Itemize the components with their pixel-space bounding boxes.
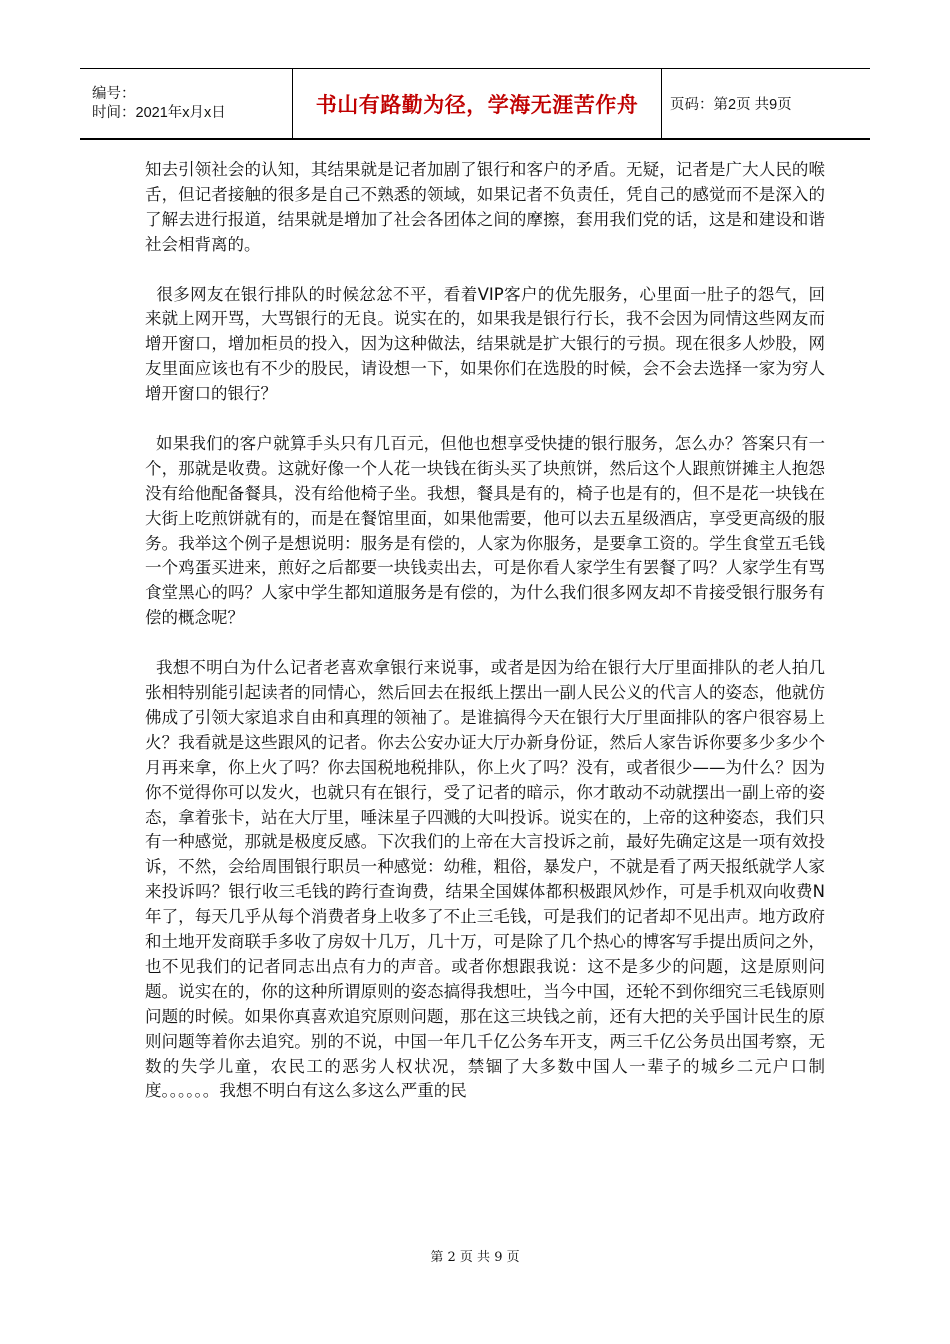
header-table (80, 68, 870, 140)
page-header (80, 68, 870, 140)
body-paragraph-2: 很多网友在银行排队的时候忿忿不平，看着VIP客户的优先服务，心里面一肚子的怨气，回来就上网开骂，大骂银行的无良。说实在的，如果我是银行行长，我不会因为同情这些网友而增开窗口，增加柜员的投入，因为这种做法，结果就是扩大银行的亏损。现在很多人炒股，网友里面应该也有不少的股民，请设想一下，如果你们在选股的时候，会不会去选择一家为穷人增开窗口的银行？ (145, 284, 825, 404)
header-motto: 书山有路勤为径，学海无涯苦作舟 (293, 69, 662, 140)
document-time-label: 时间：2021年x月x日 (92, 104, 226, 121)
page-footer: 第 2 页 共 9 页 (430, 1250, 520, 1265)
header-meta (80, 69, 293, 140)
header-page-info: 页码：第2页 共9页 (662, 69, 871, 140)
document-number-label: 编号： (92, 85, 136, 102)
body-paragraph-1: 知去引领社会的认知，其结果就是记者加剧了银行和客户的矛盾。无疑，记者是广大人民的喉舌，但记者接触的很多是自己不熟悉的领域，如果记者不负责任，凭自己的感觉而不是深入的了解去进行报道，结果就是增加了社会各团体之间的摩擦，套用我们党的话，这是和建设和谐社会相背离的。 (145, 160, 825, 254)
body-paragraph-3: 如果我们的客户就算手头只有几百元，但他也想享受快捷的银行服务，怎么办？答案只有一个，那就是收费。这就好像一个人花一块钱在街头买了块煎饼，然后这个人跟煎饼摊主人抱怨没有给他配备餐具，没有给他椅子坐。我想，餐具是有的，椅子也是有的，但不是花一块钱在大街上吃煎饼就有的，而是在餐馆里面，如果他需要，他可以去五星级酒店，享受更高级的服务。我举这个例子是想说明：服务是有偿的，人家为你服务，是要拿工资的。学生食堂五毛钱一个鸡蛋买进来，煎好之后都要一块钱卖出去，可是你看人家学生有罢餐了吗？人家学生有骂食堂黑心的吗？人家中学生都知道服务是有偿的，为什么我们很多网友却不肯接受银行服务有偿的概念呢？ (145, 433, 826, 628)
body-paragraph-4: 我想不明白为什么记者老喜欢拿银行来说事，或者是因为给在银行大厅里面排队的老人拍几张相特别能引起读者的同情心，然后回去在报纸上摆出一副人民公义的代言人的姿态，他就仿佛成了引领大家追求自由和真理的领袖了。是谁搞得今天在银行大厅里面排队的客户很容易上火？我看就是这些跟风的记者。你去公安办证大厅办新身份证，然后人家告诉你要多少多少个月再来拿，你上火了吗？你去国税地税排队，你上火了吗？没有，或者很少——为什么？因为你不觉得你可以发火，也就只有在银行，受了记者的暗示，你才敢动不动就摆出一副上帝的姿态，拿着张卡，站在大厅里，唾沫星子四溅的大叫投诉。说实在的，上帝的这种姿态，我们只有一种感觉，那就是极度反感。下次我们的上帝在大言投诉之前，最好先确定这是一项有效投诉，不然，会给周围银行职员一种感觉：幼稚，粗俗，暴发户，不就是看了两天报纸就学人家来投诉吗？银行收三毛钱的跨行查询费，结果全国媒体都积极跟风炒作，可是手机双向收费N年了，每天几乎从每个消费者身上收多了不止三毛钱，可是我们的记者却不见出声。地方政府和土地开发商联手多收了房奴十几万，几十万，可是除了几个热心的博客写手提出质问之外，也不见我们的记者同志出点有力的声音。或者你想跟我说：这不是多少的问题，这是原则问题。说实在的，你的这种所谓原则的姿态搞得我想吐，当今中国，还轮不到你细究三毛钱原则问题的时候。如果你真喜欢追究原则问题，那在这三块钱之前，还有大把的关乎国计民生的原则问题等着你去追究。别的不说，中国一年几千亿公务车开支，两三千亿公务员出国考察，无数的失学儿童，农民工的恶劣人权状况，禁锢了大多数中国人一辈子的城乡二元户口制度。。。。。。我想不明白有这么多这么严重的民 (145, 658, 826, 1101)
document-body (145, 158, 825, 1129)
